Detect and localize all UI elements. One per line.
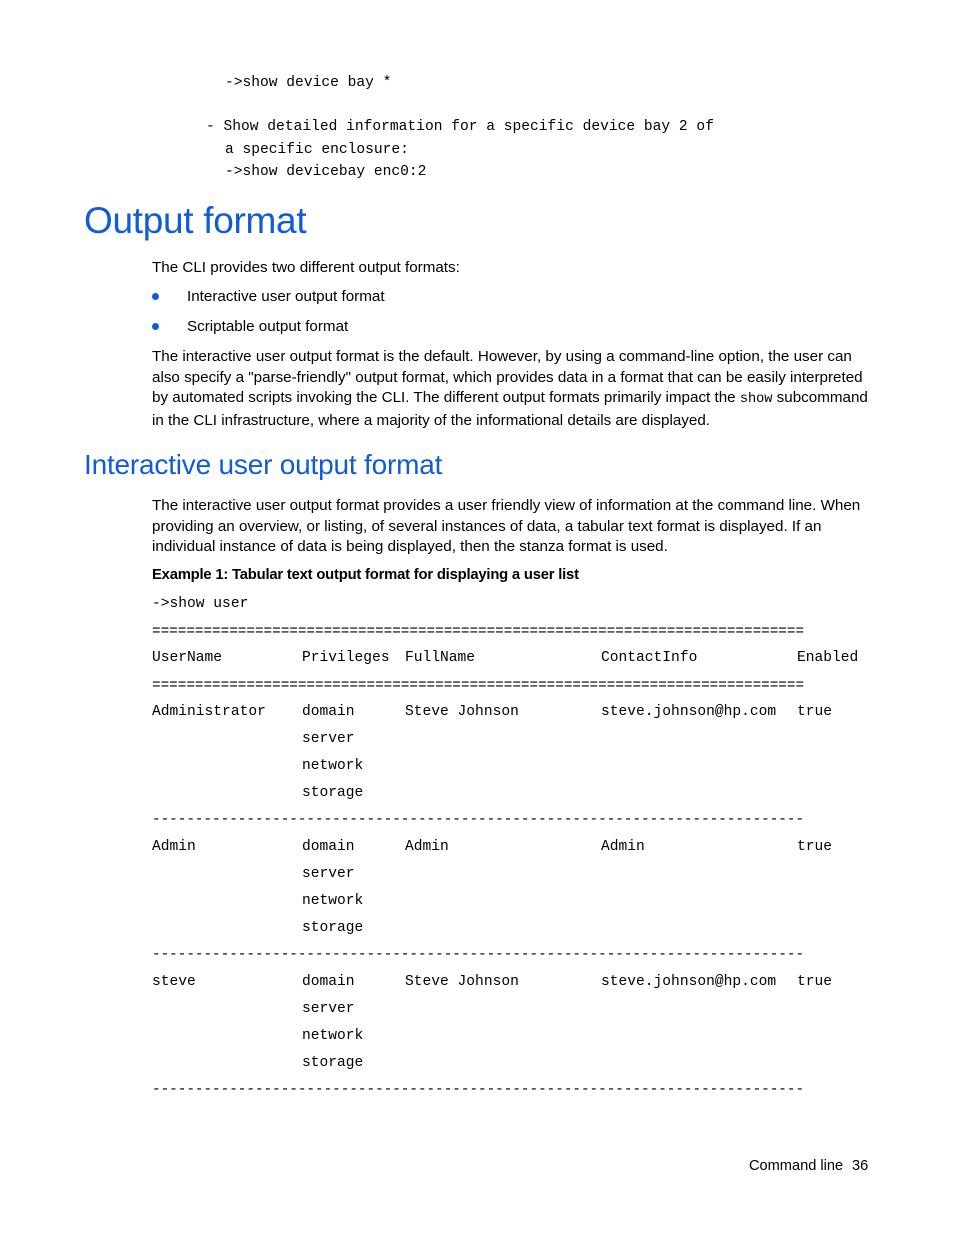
paragraph: The interactive user output format provides a user friendly view of information at the command line. When providing an overview, or listing, of several instances of data, a tabular text format is displayed. If an individual instance of data is being displayed, then the stanza format is used. (152, 497, 861, 556)
table-cell: domain (302, 704, 355, 720)
table-cell: network (302, 758, 364, 774)
paragraph-text: subcommand in the CLI infrastructure, where a majority of the informational details are displayed. (152, 389, 868, 429)
table-cell: true (797, 839, 833, 855)
table-cell: true (797, 974, 833, 990)
table-header: Enabled (797, 650, 859, 666)
table-cell: Admin (601, 839, 645, 855)
bullet-icon (152, 323, 159, 330)
table-header: ContactInfo (601, 650, 698, 666)
table-cell: Admin (152, 839, 196, 855)
table-cell: server (302, 866, 355, 882)
table-rule: ---------------------------------------------------------------------------- (152, 812, 805, 828)
table-cell: network (302, 1028, 364, 1044)
footer-label: Command line (749, 1158, 844, 1174)
paragraph-text: The interactive user output format is the default. However, by using a command-line option, the user can also specify a "parse-friendly" output format, which provides data in a format that can be easily interpreted by automated scripts invoking the CLI. The different output formats primarily impact the (152, 348, 863, 407)
bullet-icon (152, 293, 159, 300)
section-heading: Interactive user output format (84, 449, 443, 480)
inline-code: show (739, 392, 773, 408)
table-cell: server (302, 731, 355, 747)
code-line: a specific enclosure: (225, 142, 409, 158)
code-line: - Show detailed information for a specific device bay 2 of (206, 119, 714, 135)
table-header: Privileges (302, 650, 390, 666)
table-cell: Administrator (152, 704, 266, 720)
table-cell: server (302, 1001, 355, 1017)
table-rule: ---------------------------------------------------------------------------- (152, 1082, 805, 1098)
table-cell: storage (302, 1055, 364, 1071)
table-cell: Steve Johnson (405, 974, 519, 990)
intro-text: The CLI provides two different output formats: (152, 259, 460, 276)
table-rule: ============================================================================ (152, 678, 805, 694)
paragraph (152, 347, 870, 431)
table-header: UserName (152, 650, 223, 666)
section-heading: Output format (84, 200, 307, 241)
example-caption: Example 1: Tabular text output format for displaying a user list (152, 567, 579, 583)
table-rule: ---------------------------------------------------------------------------- (152, 947, 805, 963)
table-cell: storage (302, 920, 364, 936)
table-cell: network (302, 893, 364, 909)
list-item: Scriptable output format (187, 318, 349, 335)
table-cell: steve (152, 974, 196, 990)
table-cell: true (797, 704, 833, 720)
table-cell: storage (302, 785, 364, 801)
table-rule: ============================================================================ (152, 624, 805, 640)
code-line: ->show devicebay enc0:2 (225, 164, 427, 180)
table-cell: domain (302, 974, 355, 990)
list-item: Interactive user output format (187, 288, 385, 305)
table-header: FullName (405, 650, 476, 666)
code-command: ->show user (152, 596, 249, 612)
table-cell: Steve Johnson (405, 704, 519, 720)
page-number: 36 (852, 1158, 869, 1174)
table-cell: steve.johnson@hp.com (601, 974, 777, 990)
table-cell: Admin (405, 839, 449, 855)
code-line: ->show device bay * (225, 75, 392, 91)
table-cell: steve.johnson@hp.com (601, 704, 777, 720)
table-cell: domain (302, 839, 355, 855)
